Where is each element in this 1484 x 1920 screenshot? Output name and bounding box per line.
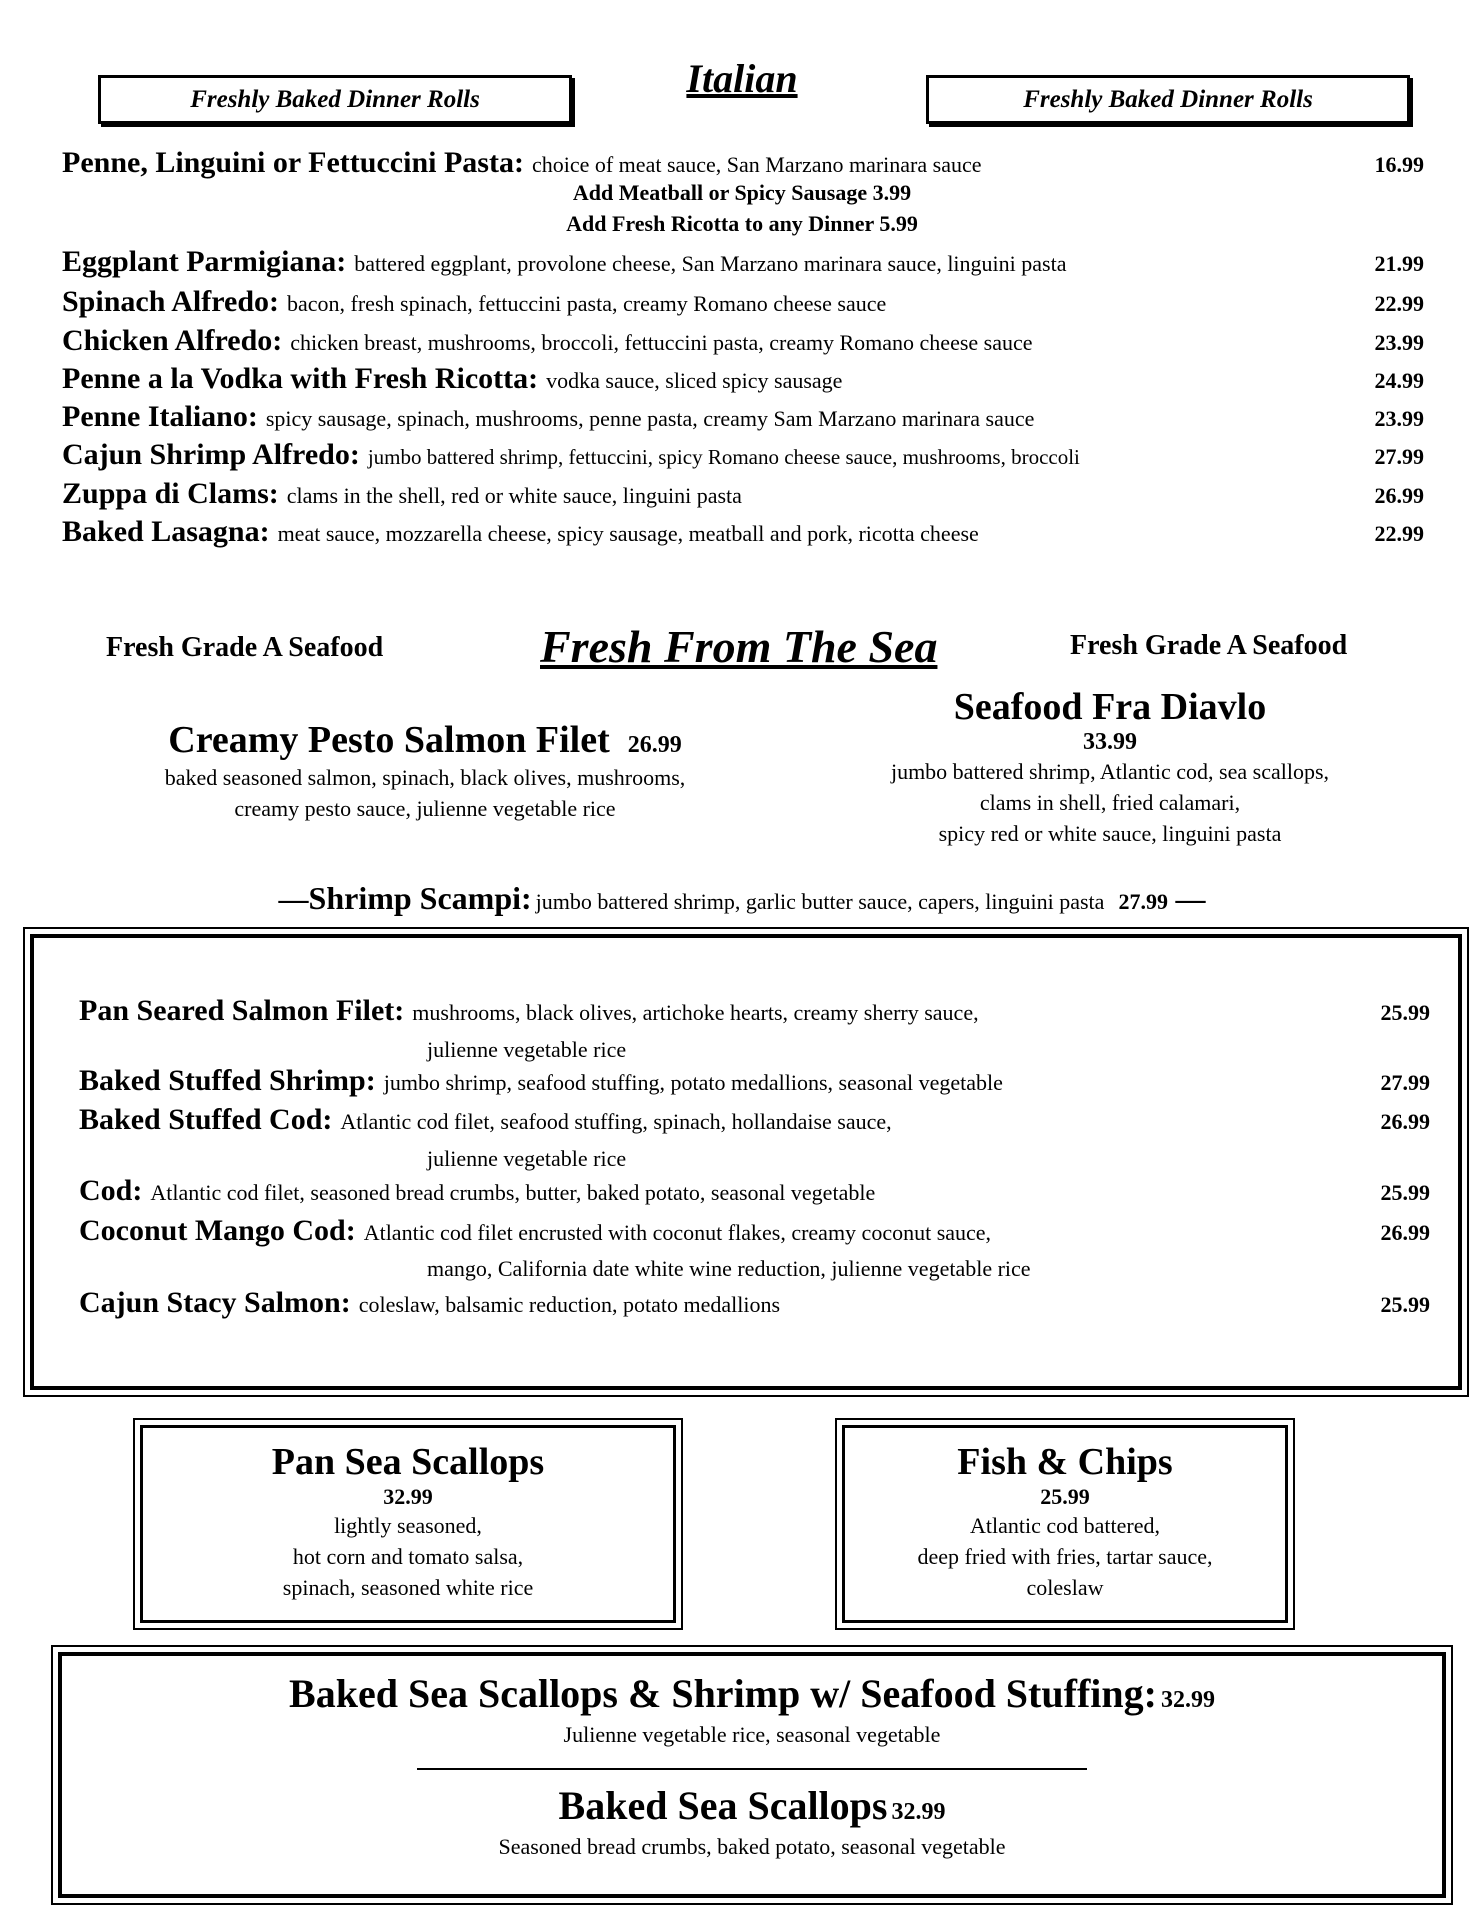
item-price: 23.99 <box>1374 330 1424 355</box>
card-price: 25.99 <box>1040 1484 1090 1509</box>
item-price: 21.99 <box>1374 251 1424 276</box>
feature-title: Seafood Fra Diavlo <box>953 686 1267 728</box>
item-price: 25.99 <box>1380 1292 1430 1317</box>
feature-desc: creamy pesto sauce, julienne vegetable rice <box>234 796 616 821</box>
item-desc: clams in the shell, red or white sauce, linguini pasta <box>286 483 742 508</box>
feature-desc: clams in shell, fried calamari, <box>979 790 1241 815</box>
item-desc: mushrooms, black olives, artichoke hearts, creamy sherry sauce, <box>412 1000 979 1025</box>
item-desc: jumbo battered shrimp, fettuccini, spicy Romano cheese sauce, mushrooms, broccoli <box>367 445 1080 469</box>
card-title: Pan Sea Scallops <box>271 1441 545 1483</box>
stuffed-price: 32.99 <box>1160 1687 1215 1713</box>
scampi-line: —Shrimp Scampi: jumbo battered shrimp, garlic butter sauce, capers, linguini pasta 27.99 — <box>278 880 1206 916</box>
item-price: 25.99 <box>1380 1000 1430 1025</box>
roll-banner-right <box>926 75 1410 124</box>
item-name: Cajun Stacy Salmon: <box>79 1286 351 1319</box>
item-desc-cont: julienne vegetable rice <box>427 1146 627 1171</box>
item-name: Cod: <box>79 1174 143 1207</box>
item-name: Penne a la Vodka with Fresh Ricotta: <box>62 362 539 395</box>
item-price: 27.99 <box>1374 444 1424 469</box>
box-item <box>79 1103 1430 1137</box>
item-name: Baked Stuffed Cod: <box>79 1103 333 1136</box>
baked-title: Baked Sea Scallops <box>558 1783 888 1828</box>
menu-item <box>62 400 1424 434</box>
menu-item <box>62 515 1424 549</box>
card-price: 32.99 <box>383 1484 433 1509</box>
menu-item <box>62 146 1424 180</box>
feature-title: Creamy Pesto Salmon Filet <box>168 719 610 761</box>
item-price: 23.99 <box>1374 406 1424 431</box>
addon-meatball: Add Meatball or Spicy Sausage 3.99 <box>572 180 912 205</box>
item-desc: spicy sausage, spinach, mushrooms, penne pasta, creamy Sam Marzano marinara sauce <box>265 406 1035 431</box>
item-price: 26.99 <box>1380 1220 1430 1245</box>
feature-desc: spicy red or white sauce, linguini pasta <box>938 821 1282 846</box>
item-price: 26.99 <box>1380 1109 1430 1134</box>
item-desc: vodka sauce, sliced spicy sausage <box>546 368 843 393</box>
box-item <box>79 1064 1430 1098</box>
menu-item <box>62 324 1424 358</box>
item-desc: chicken breast, mushrooms, broccoli, fettuccini pasta, creamy Romano cheese sauce <box>290 330 1033 355</box>
card-desc: coleslaw <box>1026 1575 1104 1600</box>
item-name: Baked Lasagna: <box>62 515 270 548</box>
item-desc: Atlantic cod filet, seasoned bread crumbs, butter, baked potato, seasonal vegetable <box>150 1180 876 1205</box>
card-desc: Atlantic cod battered, <box>970 1513 1160 1538</box>
baked-heading <box>62 1782 1442 1829</box>
feature-desc: jumbo battered shrimp, Atlantic cod, sea scallops, <box>890 759 1330 784</box>
scampi-price: 27.99 <box>1118 889 1168 914</box>
baked-scallops-box <box>58 1652 1446 1898</box>
item-desc: bacon, fresh spinach, fettuccini pasta, creamy Romano cheese sauce <box>287 291 887 316</box>
item-desc-cont: julienne vegetable rice <box>427 1037 627 1062</box>
feature-price: 26.99 <box>627 732 682 758</box>
card-pan-sea-scallops <box>140 1425 676 1623</box>
scampi-name: Shrimp Scampi: <box>308 880 532 916</box>
box-item <box>79 994 1430 1028</box>
seafood-entrees-box <box>30 934 1462 1390</box>
box-item <box>79 1286 1430 1320</box>
card-desc: hot corn and tomato salsa, <box>292 1544 524 1569</box>
menu-item <box>62 245 1424 279</box>
item-name: Eggplant Parmigiana: <box>62 245 347 278</box>
box-item <box>79 1214 1430 1248</box>
feature-desc: baked seasoned salmon, spinach, black olives, mushrooms, <box>164 765 686 790</box>
baked-desc: Seasoned bread crumbs, baked potato, seasonal vegetable <box>498 1834 1006 1859</box>
item-desc: coleslaw, balsamic reduction, potato medallions <box>358 1292 781 1317</box>
card-fish-and-chips <box>842 1425 1288 1623</box>
menu-item <box>62 477 1424 511</box>
item-desc: battered eggplant, provolone cheese, San Marzano marinara sauce, linguini pasta <box>354 251 1067 276</box>
item-name: Chicken Alfredo: <box>62 324 283 357</box>
stuffed-heading <box>62 1670 1442 1717</box>
item-desc: meat sauce, mozzarella cheese, spicy sausage, meatball and pork, ricotta cheese <box>277 521 979 546</box>
stuffed-desc: Julienne vegetable rice, seasonal vegetable <box>563 1722 941 1747</box>
roll-banner-right-text: Freshly Baked Dinner Rolls <box>1023 85 1313 113</box>
menu-item <box>62 362 1424 396</box>
item-price: 16.99 <box>1374 152 1424 177</box>
item-name: Spinach Alfredo: <box>62 285 279 318</box>
menu-item <box>62 285 1424 319</box>
item-name: Penne Italiano: <box>62 400 258 433</box>
roll-banner-left-text: Freshly Baked Dinner Rolls <box>190 85 480 113</box>
item-price: 27.99 <box>1380 1070 1430 1095</box>
item-desc-cont: mango, California date white wine reduction, julienne vegetable rice <box>427 1256 1031 1281</box>
scampi-desc: jumbo battered shrimp, garlic butter sauce, capers, linguini pasta <box>535 889 1105 914</box>
feature-price: 33.99 <box>1083 729 1137 755</box>
item-desc: Atlantic cod filet encrusted with coconut flakes, creamy coconut sauce, <box>363 1220 992 1245</box>
item-desc: Atlantic cod filet, seafood stuffing, spinach, hollandaise sauce, <box>340 1109 892 1134</box>
feature-pesto-salmon <box>100 718 750 824</box>
item-desc: jumbo shrimp, seafood stuffing, potato medallions, seasonal vegetable <box>383 1070 1003 1095</box>
item-price: 24.99 <box>1374 368 1424 393</box>
italian-title: Italian <box>686 56 798 101</box>
box-item <box>79 1174 1430 1208</box>
seafood-tag-right: Fresh Grade A Seafood <box>1070 630 1348 661</box>
card-desc: spinach, seasoned white rice <box>282 1575 534 1600</box>
item-name: Pan Seared Salmon Filet: <box>79 994 405 1027</box>
item-price: 22.99 <box>1374 291 1424 316</box>
sea-title: Fresh From The Sea <box>540 621 938 672</box>
card-desc: lightly seasoned, <box>334 1513 482 1538</box>
feature-fra-diavlo <box>800 685 1420 849</box>
seafood-tag-left: Fresh Grade A Seafood <box>106 632 384 663</box>
item-price: 26.99 <box>1374 483 1424 508</box>
item-desc: choice of meat sauce, San Marzano marinara sauce <box>531 152 982 177</box>
card-desc: deep fried with fries, tartar sauce, <box>917 1544 1213 1569</box>
item-price: 22.99 <box>1374 521 1424 546</box>
menu-item <box>62 438 1424 472</box>
item-name: Cajun Shrimp Alfredo: <box>62 438 360 471</box>
divider <box>417 1768 1087 1770</box>
baked-price: 32.99 <box>891 1799 946 1825</box>
item-name: Penne, Linguini or Fettuccini Pasta: <box>62 146 524 179</box>
addon-ricotta: Add Fresh Ricotta to any Dinner 5.99 <box>566 211 918 236</box>
stuffed-title: Baked Sea Scallops & Shrimp w/ Seafood Stuffing: <box>289 1671 1157 1716</box>
item-price: 25.99 <box>1380 1180 1430 1205</box>
item-name: Zuppa di Clams: <box>62 477 279 510</box>
item-name: Coconut Mango Cod: <box>79 1214 356 1247</box>
card-title: Fish & Chips <box>957 1441 1173 1483</box>
item-name: Baked Stuffed Shrimp: <box>79 1064 376 1097</box>
